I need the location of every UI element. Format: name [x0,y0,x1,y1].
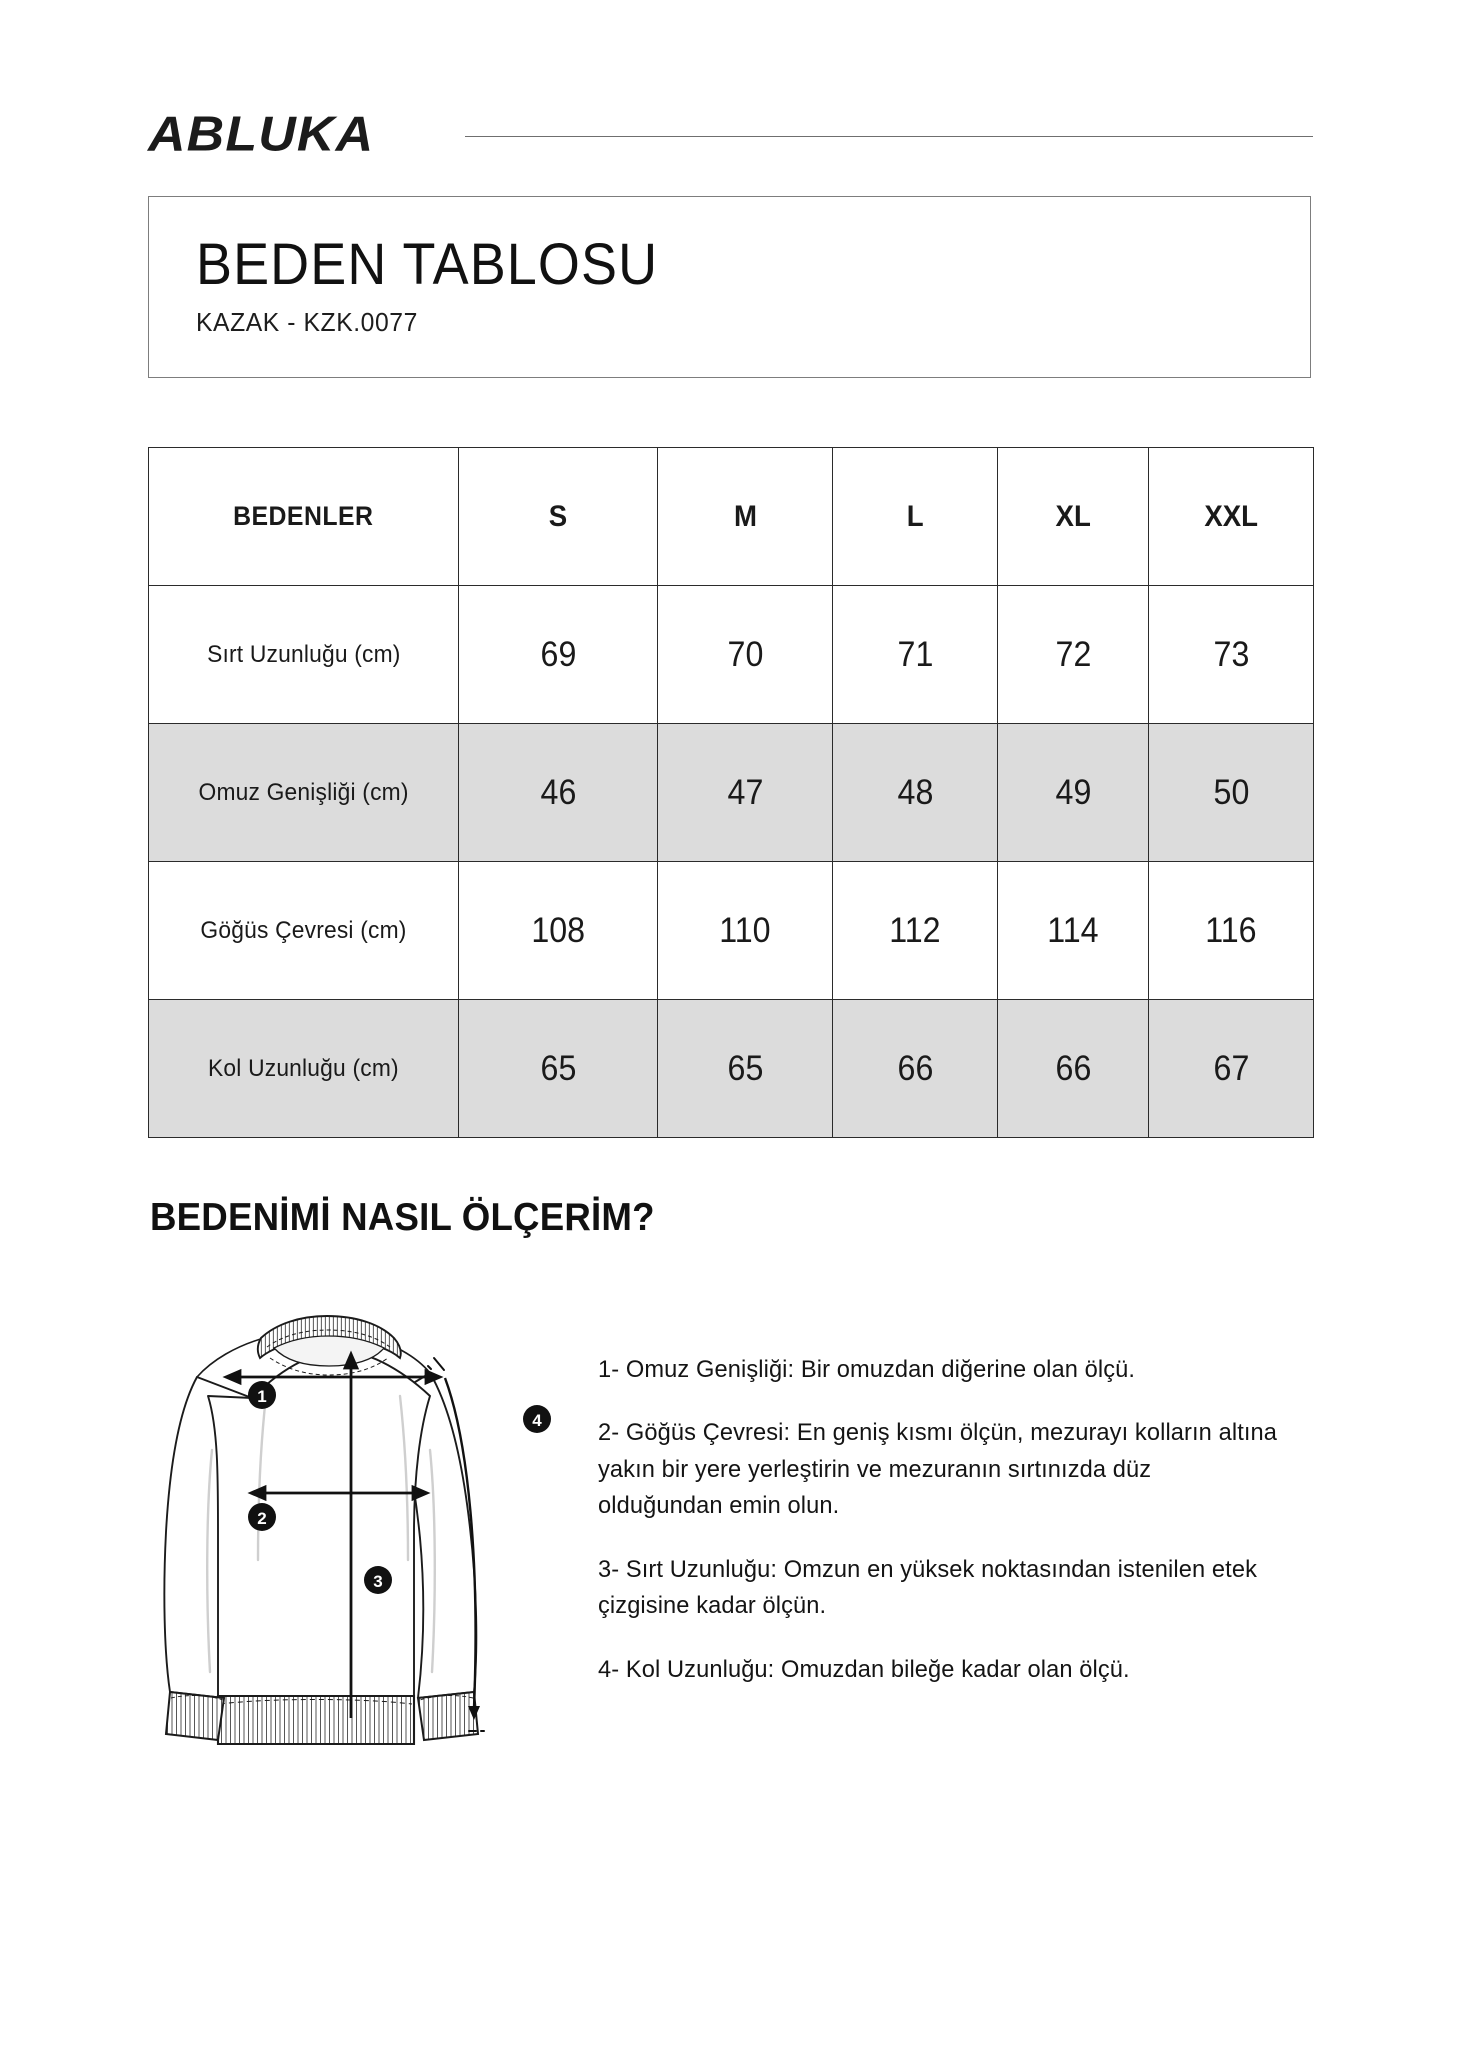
measure-value: 47 [727,772,763,812]
table-row [149,586,1314,724]
row-label-cell [149,862,459,1000]
instruction-item-4: 4- Kol Uzunluğu: Omuzdan bileğe kadar olan ölçü. [598,1655,1130,1683]
table-cell [833,862,998,1000]
header-divider-line [465,136,1313,137]
measure-name: Sırt Uzunluğu (cm) [206,640,401,668]
sweater-diagram [148,1300,578,1750]
instruction-item-1: 1- Omuz Genişliği: Bir omuzdan diğerine olan ölçü. [598,1356,1136,1383]
measure-value: 116 [1205,910,1257,950]
table-cell [459,862,658,1000]
howto-section-title: BEDENİMİ NASIL ÖLÇERİM? [150,1196,655,1239]
measure-value: 73 [1213,634,1249,674]
table-cell [833,1000,998,1138]
measure-value: 108 [531,910,585,950]
marker-1 [248,1381,276,1409]
measure-value: 49 [1055,772,1091,812]
row-label-cell [149,1000,459,1138]
row-label-cell [149,586,459,724]
measure-value: 67 [1213,1048,1249,1088]
table-cell [658,724,833,862]
measurement-instructions [598,1352,1288,1688]
table-header-cell [833,448,998,586]
table-row [149,862,1314,1000]
measure-value: 70 [727,634,763,674]
table-cell [658,586,833,724]
measure-value: 65 [727,1048,763,1088]
product-code-subtitle: KAZAK - KZK.0077 [196,307,418,337]
table-header-cell [149,448,459,586]
page-title: BEDEN TABLOSU [196,232,659,297]
abluka-logo: ABLUKA [148,107,375,162]
measure-value: 65 [540,1048,576,1088]
measure-value: 46 [540,772,576,812]
svg-text:4: 4 [532,1411,542,1430]
table-cell [658,1000,833,1138]
table-cell [459,586,658,724]
header-bedenler: BEDENLER [233,501,374,531]
table-header-cell [459,448,658,586]
table-row [149,1000,1314,1138]
measure-name: Göğüs Çevresi (cm) [200,916,407,944]
table-cell [998,586,1149,724]
table-cell [1149,862,1314,1000]
brand-header [148,107,1313,162]
table-cell [658,862,833,1000]
marker-2 [248,1503,276,1531]
title-box [148,196,1311,378]
measure-value: 69 [540,634,576,674]
table-cell [1149,724,1314,862]
measure-value: 66 [1055,1048,1091,1088]
svg-text:1: 1 [257,1387,267,1406]
svg-text:3: 3 [373,1572,383,1591]
table-cell [998,724,1149,862]
table-cell [459,1000,658,1138]
header-size-xl: XL [1055,499,1091,533]
table-header-cell [998,448,1149,586]
measure-value: 50 [1213,772,1249,812]
measure-name: Kol Uzunluğu (cm) [208,1054,399,1082]
measure-value: 71 [897,634,933,674]
table-cell [459,724,658,862]
table-cell [1149,1000,1314,1138]
header-size-l: L [906,499,924,533]
measure-value: 112 [889,910,941,950]
table-cell [833,586,998,724]
table-header-row [149,448,1314,586]
marker-3 [364,1566,392,1594]
table-header-cell [658,448,833,586]
marker-4 [523,1405,551,1433]
table-cell [998,862,1149,1000]
instruction-item-2: 2- Göğüs Çevresi: En geniş kısmı ölçün, mezurayı kolların altına yakın bir yere yerleştirin ve mezuranın sırtınızda düz olduğundan emin olun. [598,1419,1278,1520]
table-cell [833,724,998,862]
table-header-cell [1149,448,1314,586]
header-size-xxl: XXL [1204,499,1258,533]
header-size-m: M [733,499,757,533]
measure-value: 66 [897,1048,933,1088]
header-size-s: S [548,499,568,533]
svg-text:2: 2 [257,1509,267,1528]
table-cell [998,1000,1149,1138]
size-table [148,447,1314,1138]
measure-value: 72 [1055,634,1091,674]
measure-value: 110 [719,910,771,950]
table-row [149,724,1314,862]
table-cell [1149,586,1314,724]
measure-name: Omuz Genişliği (cm) [198,778,409,806]
measure-value: 114 [1047,910,1099,950]
row-label-cell [149,724,459,862]
measure-value: 48 [897,772,933,812]
instruction-item-3: 3- Sırt Uzunluğu: Omzun en yüksek noktasından istenilen etek çizgisine kadar ölçün. [598,1555,1257,1620]
sweatshirt-illustration [148,1300,578,1750]
